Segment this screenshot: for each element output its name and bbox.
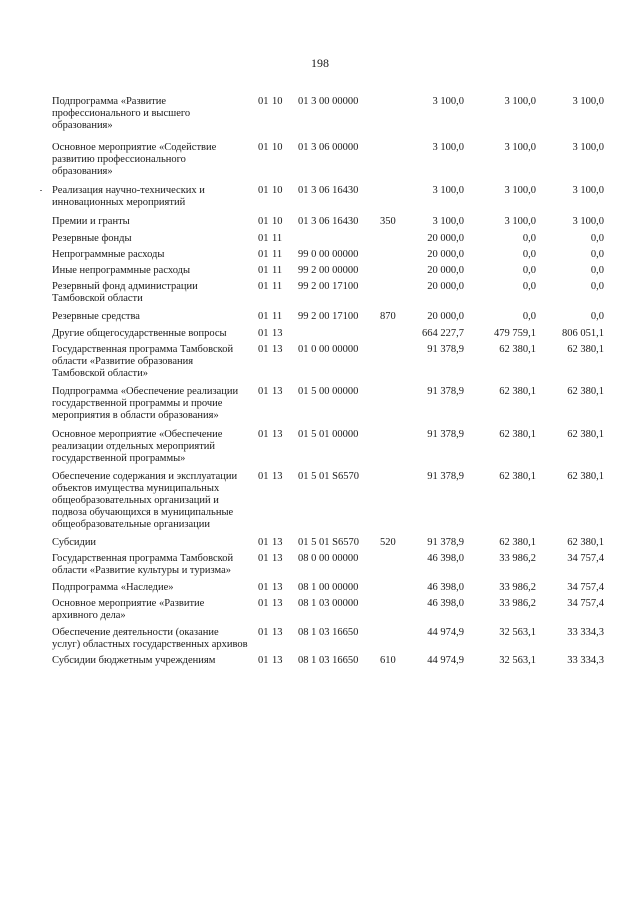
amount-year-3: 62 380,1	[567, 537, 604, 548]
section-code: 01	[258, 598, 269, 609]
amount-year-1: 3 100,0	[432, 185, 464, 196]
amount-year-2: 32 563,1	[499, 627, 536, 638]
target-article-code: 01 5 01 S6570	[298, 537, 359, 548]
expense-type-code: 870	[380, 311, 396, 322]
row-name: Резервные фонды	[52, 233, 132, 244]
amount-year-1: 20 000,0	[427, 281, 464, 292]
subsection-code: 11	[272, 249, 283, 260]
section-code: 01	[258, 344, 269, 355]
subsection-code: 13	[272, 598, 283, 609]
amount-year-1: 20 000,0	[427, 233, 464, 244]
amount-year-3: 3 100,0	[572, 185, 604, 196]
target-article-code: 01 5 01 00000	[298, 429, 359, 440]
amount-year-3: 34 757,4	[567, 598, 604, 609]
table-row	[0, 537, 640, 549]
amount-year-2: 33 986,2	[499, 553, 536, 564]
row-name: Субсидии бюджетным учреждениям	[52, 655, 216, 666]
table-row	[0, 96, 640, 132]
row-name: Подпрограмма «Обеспечение реализации государственной программы и прочие мероприятия в области образования»	[52, 386, 239, 421]
target-article-code: 01 3 06 00000	[298, 142, 359, 153]
row-name: Государственная программа Тамбовской области «Развитие культуры и туризма»	[52, 553, 234, 576]
section-code: 01	[258, 553, 269, 564]
amount-year-1: 91 378,9	[427, 537, 464, 548]
amount-year-3: 3 100,0	[572, 142, 604, 153]
row-name: Премии и гранты	[52, 216, 130, 227]
amount-year-2: 0,0	[522, 281, 536, 292]
expense-type-code: 350	[380, 216, 396, 227]
amount-year-3: 33 334,3	[567, 655, 604, 666]
target-article-code: 01 5 00 00000	[298, 386, 359, 397]
section-code: 01	[258, 471, 269, 482]
row-name: Реализация научно-технических и инновационных мероприятий	[52, 185, 205, 208]
amount-year-2: 62 380,1	[499, 471, 536, 482]
target-article-code: 08 1 03 16650	[298, 627, 359, 638]
amount-year-1: 46 398,0	[427, 598, 464, 609]
target-article-code: 99 2 00 17100	[298, 281, 359, 292]
table-row	[0, 471, 640, 531]
section-code: 01	[258, 311, 269, 322]
amount-year-2: 33 986,2	[499, 582, 536, 593]
target-article-code: 99 2 00 17100	[298, 311, 359, 322]
table-row	[0, 655, 640, 667]
row-name: Субсидии	[52, 537, 97, 548]
target-article-code: 01 3 06 16430	[298, 185, 359, 196]
section-code: 01	[258, 265, 269, 276]
row-name: Основное мероприятие «Содействие развитию профессионального образования»	[52, 142, 217, 177]
table-row	[0, 328, 640, 340]
amount-year-2: 3 100,0	[504, 96, 536, 107]
amount-year-1: 3 100,0	[432, 96, 464, 107]
amount-year-1: 44 974,9	[427, 627, 464, 638]
section-code: 01	[258, 185, 269, 196]
subsection-code: 13	[272, 582, 283, 593]
table-row	[0, 249, 640, 261]
subsection-code: 10	[272, 216, 283, 227]
target-article-code: 08 0 00 00000	[298, 553, 359, 564]
table-row	[0, 553, 640, 577]
target-article-code: 08 1 03 00000	[298, 598, 359, 609]
subsection-code: 13	[272, 429, 283, 440]
budget-table	[0, 92, 640, 667]
table-row	[0, 281, 640, 305]
target-article-code: 01 5 01 S6570	[298, 471, 359, 482]
table-row	[0, 265, 640, 277]
amount-year-3: 0,0	[590, 311, 604, 322]
amount-year-2: 62 380,1	[499, 429, 536, 440]
table-row	[0, 311, 640, 323]
target-article-code: 08 1 03 16650	[298, 655, 359, 666]
amount-year-2: 0,0	[522, 311, 536, 322]
subsection-code: 13	[272, 386, 283, 397]
amount-year-3: 0,0	[590, 281, 604, 292]
amount-year-3: 3 100,0	[572, 96, 604, 107]
amount-year-3: 62 380,1	[567, 429, 604, 440]
expense-type-code: 610	[380, 655, 396, 666]
section-code: 01	[258, 142, 269, 153]
subsection-code: 10	[272, 185, 283, 196]
amount-year-3: 62 380,1	[567, 344, 604, 355]
subsection-code: 13	[272, 471, 283, 482]
section-code: 01	[258, 281, 269, 292]
section-code: 01	[258, 328, 269, 339]
target-article-code: 08 1 00 00000	[298, 582, 359, 593]
section-code: 01	[258, 386, 269, 397]
amount-year-1: 664 227,7	[422, 328, 464, 339]
amount-year-1: 44 974,9	[427, 655, 464, 666]
table-row	[0, 598, 640, 622]
amount-year-1: 3 100,0	[432, 142, 464, 153]
table-row	[0, 142, 640, 178]
row-name: Обеспечение деятельности (оказание услуг) областных государственных архивов	[52, 627, 248, 650]
subsection-code: 10	[272, 142, 283, 153]
amount-year-2: 3 100,0	[504, 216, 536, 227]
row-name: Основное мероприятие «Обеспечение реализации отдельных мероприятий государственной программы»	[52, 429, 223, 464]
amount-year-2: 0,0	[522, 233, 536, 244]
amount-year-3: 0,0	[590, 249, 604, 260]
subsection-code: 13	[272, 655, 283, 666]
section-code: 01	[258, 582, 269, 593]
subsection-code: 10	[272, 96, 283, 107]
row-name: Государственная программа Тамбовской области «Развитие образования Тамбовской области»	[52, 344, 234, 379]
table-row	[0, 386, 640, 422]
subsection-code: 11	[272, 265, 283, 276]
amount-year-2: 3 100,0	[504, 185, 536, 196]
amount-year-3: 34 757,4	[567, 553, 604, 564]
amount-year-1: 91 378,9	[427, 386, 464, 397]
row-name: Подпрограмма «Развитие профессионального и высшего образования»	[52, 96, 191, 131]
section-code: 01	[258, 537, 269, 548]
amount-year-1: 46 398,0	[427, 553, 464, 564]
subsection-code: 13	[272, 328, 283, 339]
amount-year-1: 3 100,0	[432, 216, 464, 227]
amount-year-2: 62 380,1	[499, 386, 536, 397]
subsection-code: 11	[272, 233, 283, 244]
target-article-code: 01 0 00 00000	[298, 344, 359, 355]
amount-year-2: 32 563,1	[499, 655, 536, 666]
amount-year-1: 20 000,0	[427, 311, 464, 322]
subsection-code: 13	[272, 537, 283, 548]
amount-year-2: 0,0	[522, 265, 536, 276]
expense-type-code: 520	[380, 537, 396, 548]
table-row	[0, 216, 640, 228]
section-code: 01	[258, 627, 269, 638]
amount-year-1: 46 398,0	[427, 582, 464, 593]
amount-year-2: 62 380,1	[499, 537, 536, 548]
amount-year-3: 3 100,0	[572, 216, 604, 227]
row-name: Непрограммные расходы	[52, 249, 165, 260]
row-name: Обеспечение содержания и эксплуатации объектов имущества муниципальных общеобразовательных организаций и подвоза обучающихся в муниципальные общеобразовательные организации	[52, 471, 238, 530]
row-name: Резервные средства	[52, 311, 140, 322]
amount-year-3: 0,0	[590, 265, 604, 276]
amount-year-2: 0,0	[522, 249, 536, 260]
row-name: Основное мероприятие «Развитие архивного дела»	[52, 598, 205, 621]
subsection-code: 11	[272, 311, 283, 322]
subsection-code: 11	[272, 281, 283, 292]
section-code: 01	[258, 429, 269, 440]
table-row	[0, 185, 640, 209]
target-article-code: 99 2 00 00000	[298, 265, 359, 276]
amount-year-3: 0,0	[590, 233, 604, 244]
table-row	[0, 233, 640, 245]
target-article-code: 01 3 06 16430	[298, 216, 359, 227]
amount-year-2: 3 100,0	[504, 142, 536, 153]
amount-year-3: 33 334,3	[567, 627, 604, 638]
amount-year-1: 91 378,9	[427, 471, 464, 482]
row-name: Подпрограмма «Наследие»	[52, 582, 174, 593]
amount-year-1: 91 378,9	[427, 344, 464, 355]
amount-year-1: 91 378,9	[427, 429, 464, 440]
section-code: 01	[258, 96, 269, 107]
subsection-code: 13	[272, 627, 283, 638]
section-code: 01	[258, 655, 269, 666]
amount-year-2: 33 986,2	[499, 598, 536, 609]
amount-year-3: 34 757,4	[567, 582, 604, 593]
section-code: 01	[258, 216, 269, 227]
section-code: 01	[258, 249, 269, 260]
row-name: Резервный фонд администрации Тамбовской области	[52, 281, 198, 304]
table-row	[0, 344, 640, 380]
table-row	[0, 429, 640, 465]
amount-year-3: 62 380,1	[567, 386, 604, 397]
amount-year-2: 62 380,1	[499, 344, 536, 355]
target-article-code: 01 3 00 00000	[298, 96, 359, 107]
table-row	[0, 627, 640, 651]
amount-year-3: 62 380,1	[567, 471, 604, 482]
section-code: 01	[258, 233, 269, 244]
page-number: 198	[311, 56, 329, 70]
amount-year-1: 20 000,0	[427, 249, 464, 260]
subsection-code: 13	[272, 553, 283, 564]
row-name: Иные непрограммные расходы	[52, 265, 191, 276]
amount-year-3: 806 051,1	[562, 328, 604, 339]
subsection-code: 13	[272, 344, 283, 355]
target-article-code: 99 0 00 00000	[298, 249, 359, 260]
amount-year-2: 479 759,1	[494, 328, 536, 339]
row-name: Другие общегосударственные вопросы	[52, 328, 227, 339]
table-row	[0, 582, 640, 594]
amount-year-1: 20 000,0	[427, 265, 464, 276]
